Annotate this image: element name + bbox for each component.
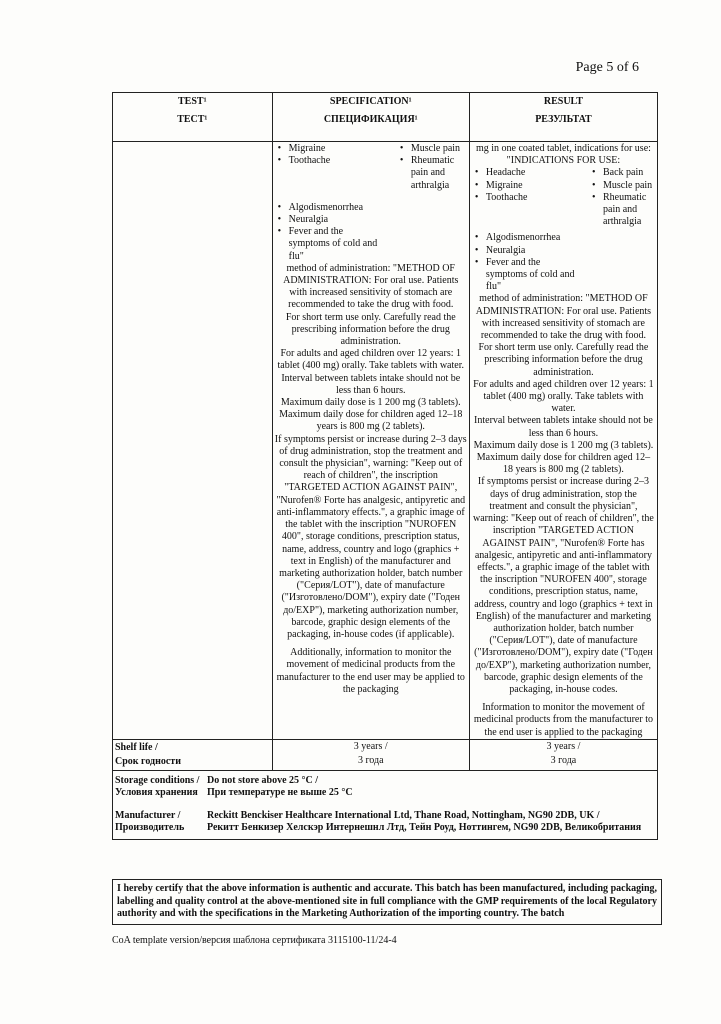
coa-table [112,92,658,840]
result-paragraph: For short term use only. Carefully read the prescribing information before the drug administration. [478,342,649,378]
shelf-life-spec [272,739,469,770]
table-header-row [113,93,658,142]
spec-paragraph: Additionally, information to monitor the movement of medicinal products from the manufacturer to the end user may be applied to the packaging [276,647,465,695]
spec-cell [272,142,469,740]
spec-paragraph: method of administration: "METHOD OF ADMINISTRATION: For oral use. Patients with increased sensitivity of stomach are recommended to take the drug with food. [283,262,459,311]
list-item: • Migraine [275,143,397,155]
shelf-life-result-en: 3 years / [546,740,581,752]
header-result-ru: РЕЗУЛЬТАТ [535,114,592,125]
header-spec [272,93,469,142]
list-item: • Algodismenorrhea [275,202,467,214]
result-paragraph: Interval between tablets intake should not be less than 6 hours. [474,415,653,439]
spec-paragraph: Interval between tablets intake should not be less than 6 hours. [281,372,461,396]
list-item: • Back pain [589,167,655,179]
list-item: • Migraine [472,180,589,192]
result-paragraph: Maximum daily dose is 1 200 mg (3 tablets). Maximum daily dose for children aged 12–18 years is 800 mg (2 tablets). [473,439,654,476]
header-test-en: TEST¹ [178,96,207,107]
header-result [469,93,657,142]
storage-manufacturer-row [113,770,658,839]
shelf-life-spec-en: 3 years / [353,740,388,752]
storage-conditions [115,775,655,800]
shelf-life-label-ru: Срок годности [115,755,181,767]
result-cell [469,142,657,740]
result-paragraph: Information to monitor the movement of medicinal products from the manufacturer to the end user is applied to the packaging [473,702,653,738]
list-item: • Fever and the symptoms of cold and flu" [472,257,576,294]
page-number: Page 5 of 6 [575,60,639,75]
list-item: • Headache [472,167,589,179]
header-test [113,93,273,142]
header-result-en: RESULT [543,96,583,107]
result-intro: mg in one coated tablet, indications for use: "INDICATIONS FOR USE: [475,143,651,167]
packaging-text-row [113,142,658,740]
manufacturer-value-en: Reckitt Benckiser Healthcare International Ltd, Thane Road, Nottingham, NG90 2DB, UK / [207,809,600,821]
spec-paragraph: If symptoms persist or increase during 2–3 days of drug administration, stop the treatment and consult the physician", warning: "Keep out of reach of children", the inscription "TARGETED ACTION AGAINST PAIN", "Nurofen® Forte has analgesic, antipyretic and anti-inflammatory effects.", a graphic image of the tablet with the inscription "NUROFEN 400", storage conditions, prescription status, name, address, country and logo (graphics + text in English) of the manufacturer and marketing authorization holder, batch number ("Серия/LOT"), date of manufacture ("Изготовлено/DOM"), expiry date ("Годен до/EXP"), marketing authorization number, barcode, graphic design elements of the packaging, in-house codes (if applicable). [274,433,467,640]
list-item: • Rheumatic pain and arthralgia [589,192,655,229]
result-paragraph: For adults and aged children over 12 years: 1 tablet (400 mg) orally. Take tablets with water. [473,378,654,415]
shelf-life-label [113,739,273,770]
test-cell-empty [113,142,273,740]
shelf-life-row [113,739,658,770]
header-test-ru: ТЕСТ¹ [177,114,208,125]
manufacturer-label-ru: Производитель [115,822,185,834]
manufacturer [115,810,655,835]
result-indications-grid [472,167,655,228]
certification-statement: I hereby certify that the above information is authentic and accurate. This batch has been manufactured, including packaging, labelling and quality control at the above-mentioned site in full compliance with the GMP requirements of the local Regulatory authority and with the specifications in the Marketing Authorization of the importing country. The batch [112,879,662,925]
storage-value-ru: При температуре не выше 25 °C [207,787,353,799]
result-indications-list [472,232,655,293]
shelf-life-label-en: Shelf life / [115,741,158,753]
shelf-life-spec-ru: 3 года [357,754,384,766]
list-item: • Muscle pain [397,143,467,155]
header-spec-ru: СПЕЦИФИКАЦИЯ¹ [323,114,418,125]
result-paragraph: method of administration: "METHOD OF ADMINISTRATION: For oral use. Patients with increased sensitivity of stomach are recommended to take the drug with food. [475,293,652,342]
list-item: • Muscle pain [589,180,655,192]
storage-label-en: Storage conditions / [115,774,200,786]
template-version-footer: CoA template version/версия шаблона сертификата 3115100-11/24-4 [112,935,397,946]
list-item: • Rheumatic pain and arthralgia [397,155,467,192]
list-item: • Algodismenorrhea [472,232,655,244]
list-item: • Neuralgia [275,214,467,226]
list-item: • Toothache [275,155,397,192]
list-item: • Fever and the symptoms of cold and flu" [275,226,379,263]
storage-value-en: Do not store above 25 °C / [207,774,319,786]
shelf-life-result [469,739,657,770]
header-spec-en: SPECIFICATION¹ [329,96,412,107]
storage-label-ru: Условия хранения [115,787,198,799]
result-paragraph: If symptoms persist or increase during 2–3 days of drug administration, stop the treatment and consult the physician", warning: "Keep out of reach of children", the inscription "TARGETED ACTION AGAINST PAIN", "Nurofen® Forte has analgesic, antipyretic and anti-inflammatory effects.", a graphic image of the tablet with the inscription "NUROFEN 400", storage conditions, prescription status, name, address, country and logo (graphics + text in English) of the manufacturer and marketing authorization holder, batch number ("Серия/LOT"), date of manufacture ("Изготовлено/DOM"), expiry date ("Годен до/EXP"), marketing authorization number, barcode, graphic design elements of the packaging, in-house codes. [473,476,654,695]
storage-manufacturer-cell [113,770,658,839]
manufacturer-label-en: Manufacturer / [115,809,181,821]
spec-indications-grid [275,143,467,192]
spec-paragraph: For short term use only. Carefully read the prescribing information before the drug administration. [285,311,456,348]
list-item: • Neuralgia [472,245,655,257]
list-item: • Toothache [472,192,589,229]
shelf-life-result-ru: 3 года [550,754,577,766]
spec-paragraph: For adults and aged children over 12 years: 1 tablet (400 mg) orally. Take tablets with water. [277,348,464,372]
manufacturer-value-ru: Рекитт Бенкизер Хелскэр Интернешнл Лтд, Тейн Роуд, Ноттингем, NG90 2DB, Великобритания [207,822,642,834]
spec-paragraph: Maximum daily dose is 1 200 mg (3 tablets). Maximum daily dose for children aged 12–18 years is 800 mg (2 tablets). [279,397,463,433]
spec-indications-list [275,202,467,263]
